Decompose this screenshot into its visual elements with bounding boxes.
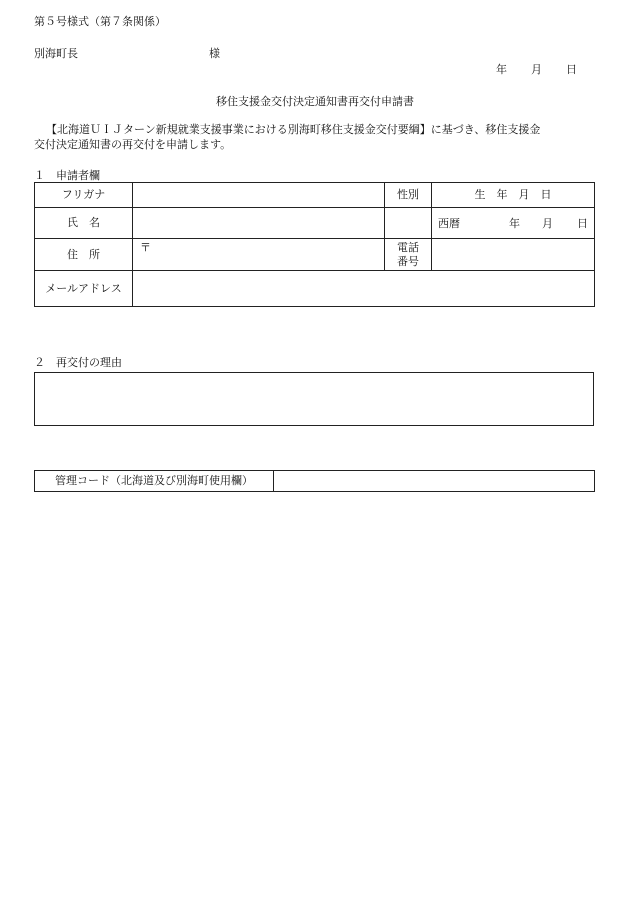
birth-day-label: 日 [577,217,588,230]
date-month: 月 [531,63,542,76]
phone-field[interactable] [432,239,595,271]
applicant-table [34,182,595,307]
name-field[interactable] [133,208,385,239]
addressee: 別海町長 [34,47,78,60]
date-day: 日 [566,63,577,76]
address-field[interactable] [133,239,385,271]
admin-code-table [34,470,595,492]
gender-label: 性別 [385,183,432,208]
applicant-section-title: １ 申請者欄 [34,169,100,182]
admin-code-label: 管理コード（北海道及び別海町使用欄） [35,471,274,492]
admin-code-field[interactable] [274,471,595,492]
body-text-line-2: 交付決定通知書の再交付を申請します。 [34,138,232,151]
furigana-label: フリガナ [35,183,133,208]
address-label: 住 所 [35,239,133,271]
birth-date-field[interactable] [432,208,595,239]
form-number: 第５号様式（第７条関係） [34,15,166,28]
postal-mark: 〒 [140,241,151,254]
reason-section-title: ２ 再交付の理由 [34,356,122,369]
phone-label-line-2: 番号 [397,254,419,268]
name-label: 氏 名 [35,208,133,239]
birth-year-label: 年 [509,217,520,230]
document-title: 移住支援金交付決定通知書再交付申請書 [216,95,414,108]
reason-field[interactable] [34,372,594,426]
honorific: 様 [209,47,220,60]
birth-date-header: 生 年 月 日 [432,183,595,208]
gender-field[interactable] [385,208,432,239]
birth-month-label: 月 [542,217,553,230]
email-field[interactable] [133,271,595,307]
date-year: 年 [496,63,507,76]
email-label: メールアドレス [35,271,133,307]
era-label: 西暦 [438,217,460,230]
phone-label-line-1: 電話 [397,240,419,254]
body-text-line-1: 【北海道ＵＩＪターン新規就業支援事業における別海町移住支援金交付要綱】に基づき、移住支援金 [46,123,541,136]
furigana-field[interactable] [133,183,385,208]
phone-label [385,239,432,271]
